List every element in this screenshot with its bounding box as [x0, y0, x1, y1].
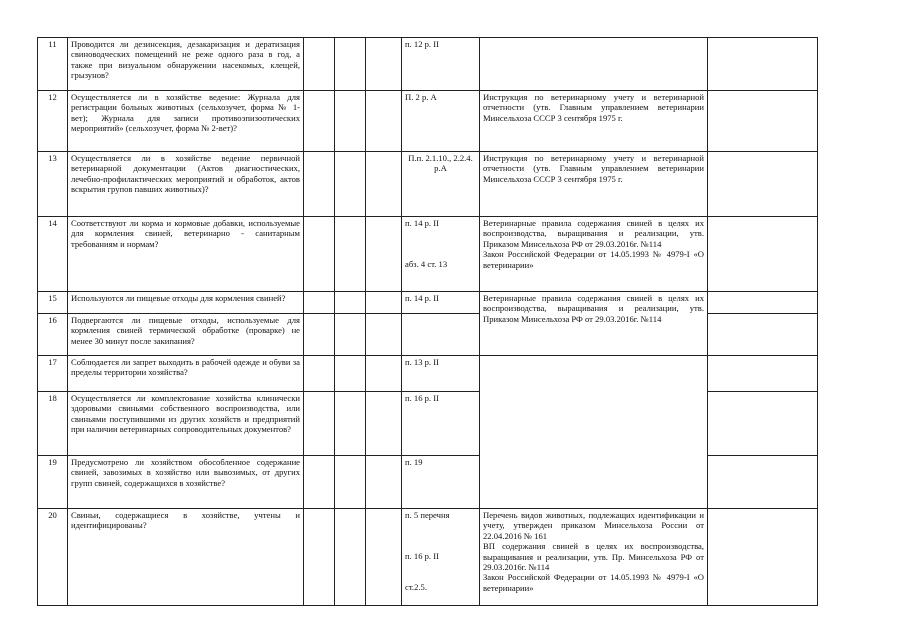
comment-cell: [708, 356, 818, 392]
row-reference: п. 12 р. II: [402, 38, 480, 91]
row-reference: п. 16 р. II: [402, 392, 480, 456]
document-text: Перечень видов животных, подлежащих идентификации и учету, утвержден приказом Минсельхоза России от 22.04.2016 № 161: [483, 510, 704, 541]
row-document: Инструкция по ветеринарному учету и ветеринарной отчетности (утв. Главным управлением ветеринарии Минсельхоза СССР 3 сентября 1975 г.: [480, 91, 708, 152]
comment-cell: [708, 509, 818, 606]
answer-cell: [304, 292, 335, 314]
answer-cell: [304, 356, 335, 392]
reference-text: ст.2.5.: [405, 581, 427, 592]
answer-cell: [304, 392, 335, 456]
row-reference: п. 19: [402, 456, 480, 509]
answer-cell: [304, 152, 335, 217]
comment-cell: [708, 292, 818, 314]
row-reference: П. 2 р. А: [402, 91, 480, 152]
row-question: Проводится ли дезинсекция, дезакаризация и дератизация свиноводческих помещений не реже одного раза в год, а также при визуальном обнаружении насекомых, клещей, грызунов?: [68, 38, 304, 91]
document-text: Закон Российской Федерации от 14.05.1993 № 4979-I «О ветеринарии»: [483, 249, 704, 270]
table-row: [38, 217, 818, 292]
answer-cell: [366, 152, 402, 217]
row-number: 13: [38, 152, 68, 217]
row-number: 14: [38, 217, 68, 292]
comment-cell: [708, 217, 818, 292]
answer-cell: [335, 217, 366, 292]
row-number: 18: [38, 392, 68, 456]
answer-cell: [304, 456, 335, 509]
row-document: [480, 217, 708, 292]
row-document: [480, 356, 708, 509]
row-document: [480, 38, 708, 91]
answer-cell: [366, 509, 402, 606]
answer-cell: [304, 509, 335, 606]
row-question: Свиньи, содержащиеся в хозяйстве, учтены и идентифицированы?: [68, 509, 304, 606]
answer-cell: [366, 456, 402, 509]
answer-cell: [304, 91, 335, 152]
row-number: 17: [38, 356, 68, 392]
answer-cell: [335, 314, 366, 356]
answer-cell: [304, 217, 335, 292]
row-question: Используются ли пищевые отходы для кормления свиней?: [68, 292, 304, 314]
row-reference: [402, 217, 480, 292]
row-question: Соответствуют ли корма и кормовые добавки, используемые для кормления свиней, ветеринарно - санитарным требованиям и нормам?: [68, 217, 304, 292]
row-question: Осуществляется ли комплектование хозяйства клинически здоровыми свиньями собственного воспроизводства, или свиньями поступившими из других хозяйств и предприятий при наличии ветеринарных сопроводительных документов?: [68, 392, 304, 456]
reference-text: п. 5 перечня: [405, 510, 450, 520]
checklist-table: [37, 37, 818, 606]
reference-text: п. 16 р. II: [405, 551, 439, 562]
answer-cell: [335, 456, 366, 509]
answer-cell: [366, 392, 402, 456]
row-question: Предусмотрено ли хозяйством обособленное содержание свиней, завозимых в хозяйство или вывозимых, от других групп свиней, содержащихся в хозяйстве?: [68, 456, 304, 509]
table-row: [38, 152, 818, 217]
table-row: [38, 292, 818, 314]
reference-text: П.п. 2.1.10., 2.2.4. р.А: [408, 153, 473, 174]
answer-cell: [366, 38, 402, 91]
row-number: 15: [38, 292, 68, 314]
row-document: Ветеринарные правила содержания свиней в целях их воспроизводства, выращивания и реализации, утв. Приказом Минсельхоза РФ от 29.03.2016г. №114: [480, 292, 708, 356]
answer-cell: [366, 314, 402, 356]
row-reference: п. 14 р. II: [402, 292, 480, 314]
answer-cell: [335, 509, 366, 606]
comment-cell: [708, 314, 818, 356]
row-number: 12: [38, 91, 68, 152]
reference-text: п. 14 р. II: [405, 218, 439, 228]
answer-cell: [335, 91, 366, 152]
row-reference: п. 13 р. II: [402, 356, 480, 392]
answer-cell: [304, 38, 335, 91]
comment-cell: [708, 38, 818, 91]
answer-cell: [366, 292, 402, 314]
row-reference: [402, 509, 480, 606]
row-reference: [402, 152, 480, 217]
comment-cell: [708, 392, 818, 456]
table-row: [38, 356, 818, 392]
table-row: [38, 38, 818, 91]
row-question: Подвергаются ли пищевые отходы, используемые для кормления свиней термической обработке (проварке) не менее 30 минут после закипания?: [68, 314, 304, 356]
comment-cell: [708, 152, 818, 217]
comment-cell: [708, 91, 818, 152]
answer-cell: [304, 314, 335, 356]
row-document: [480, 509, 708, 606]
document-text: ВП содержания свиней в целях их воспроизводства, выращивания и реализации, утв. Пр. Минсельхоза РФ от 29.03.2016г. №114: [483, 541, 704, 573]
answer-cell: [335, 38, 366, 91]
row-document: Инструкция по ветеринарному учету и ветеринарной отчетности (утв. Главным управлением ветеринарии Минсельхоза СССР 3 сентября 1975 г.: [480, 152, 708, 217]
row-number: 20: [38, 509, 68, 606]
row-question: Осуществляется ли в хозяйстве ведение первичной ветеринарной документации (Актов диагностических, лечебно-профилактических мероприятий и обработок, актов вскрытия групов павших животных)?: [68, 152, 304, 217]
document-text: Закон Российской Федерации от 14.05.1993 № 4979-I «О ветеринарии»: [483, 572, 704, 593]
document-text: Ветеринарные правила содержания свиней в целях их воспроизводства, выращивания и реализации, утв. Приказом Минсельхоза РФ от 29.03.2016г. №114: [483, 218, 704, 249]
table-row: [38, 509, 818, 606]
answer-cell: [366, 91, 402, 152]
row-number: 11: [38, 38, 68, 91]
comment-cell: [708, 456, 818, 509]
reference-text: абз. 4 ст. 13: [405, 259, 448, 270]
answer-cell: [335, 356, 366, 392]
answer-cell: [366, 356, 402, 392]
answer-cell: [366, 217, 402, 292]
row-question: Осуществляется ли в хозяйстве ведение: Журнала для регистрации больных животных (сельхозучет, форма № 1-вет); Журнала для записи противоэпизоотических мероприятий» (сельхозучет, форма № 2-вет)?: [68, 91, 304, 152]
row-question: Соблюдается ли запрет выходить в рабочей одежде и обуви за пределы территории хозяйства?: [68, 356, 304, 392]
row-number: 16: [38, 314, 68, 356]
table-row: [38, 91, 818, 152]
answer-cell: [335, 152, 366, 217]
row-reference: [402, 314, 480, 356]
answer-cell: [335, 392, 366, 456]
answer-cell: [335, 292, 366, 314]
row-number: 19: [38, 456, 68, 509]
